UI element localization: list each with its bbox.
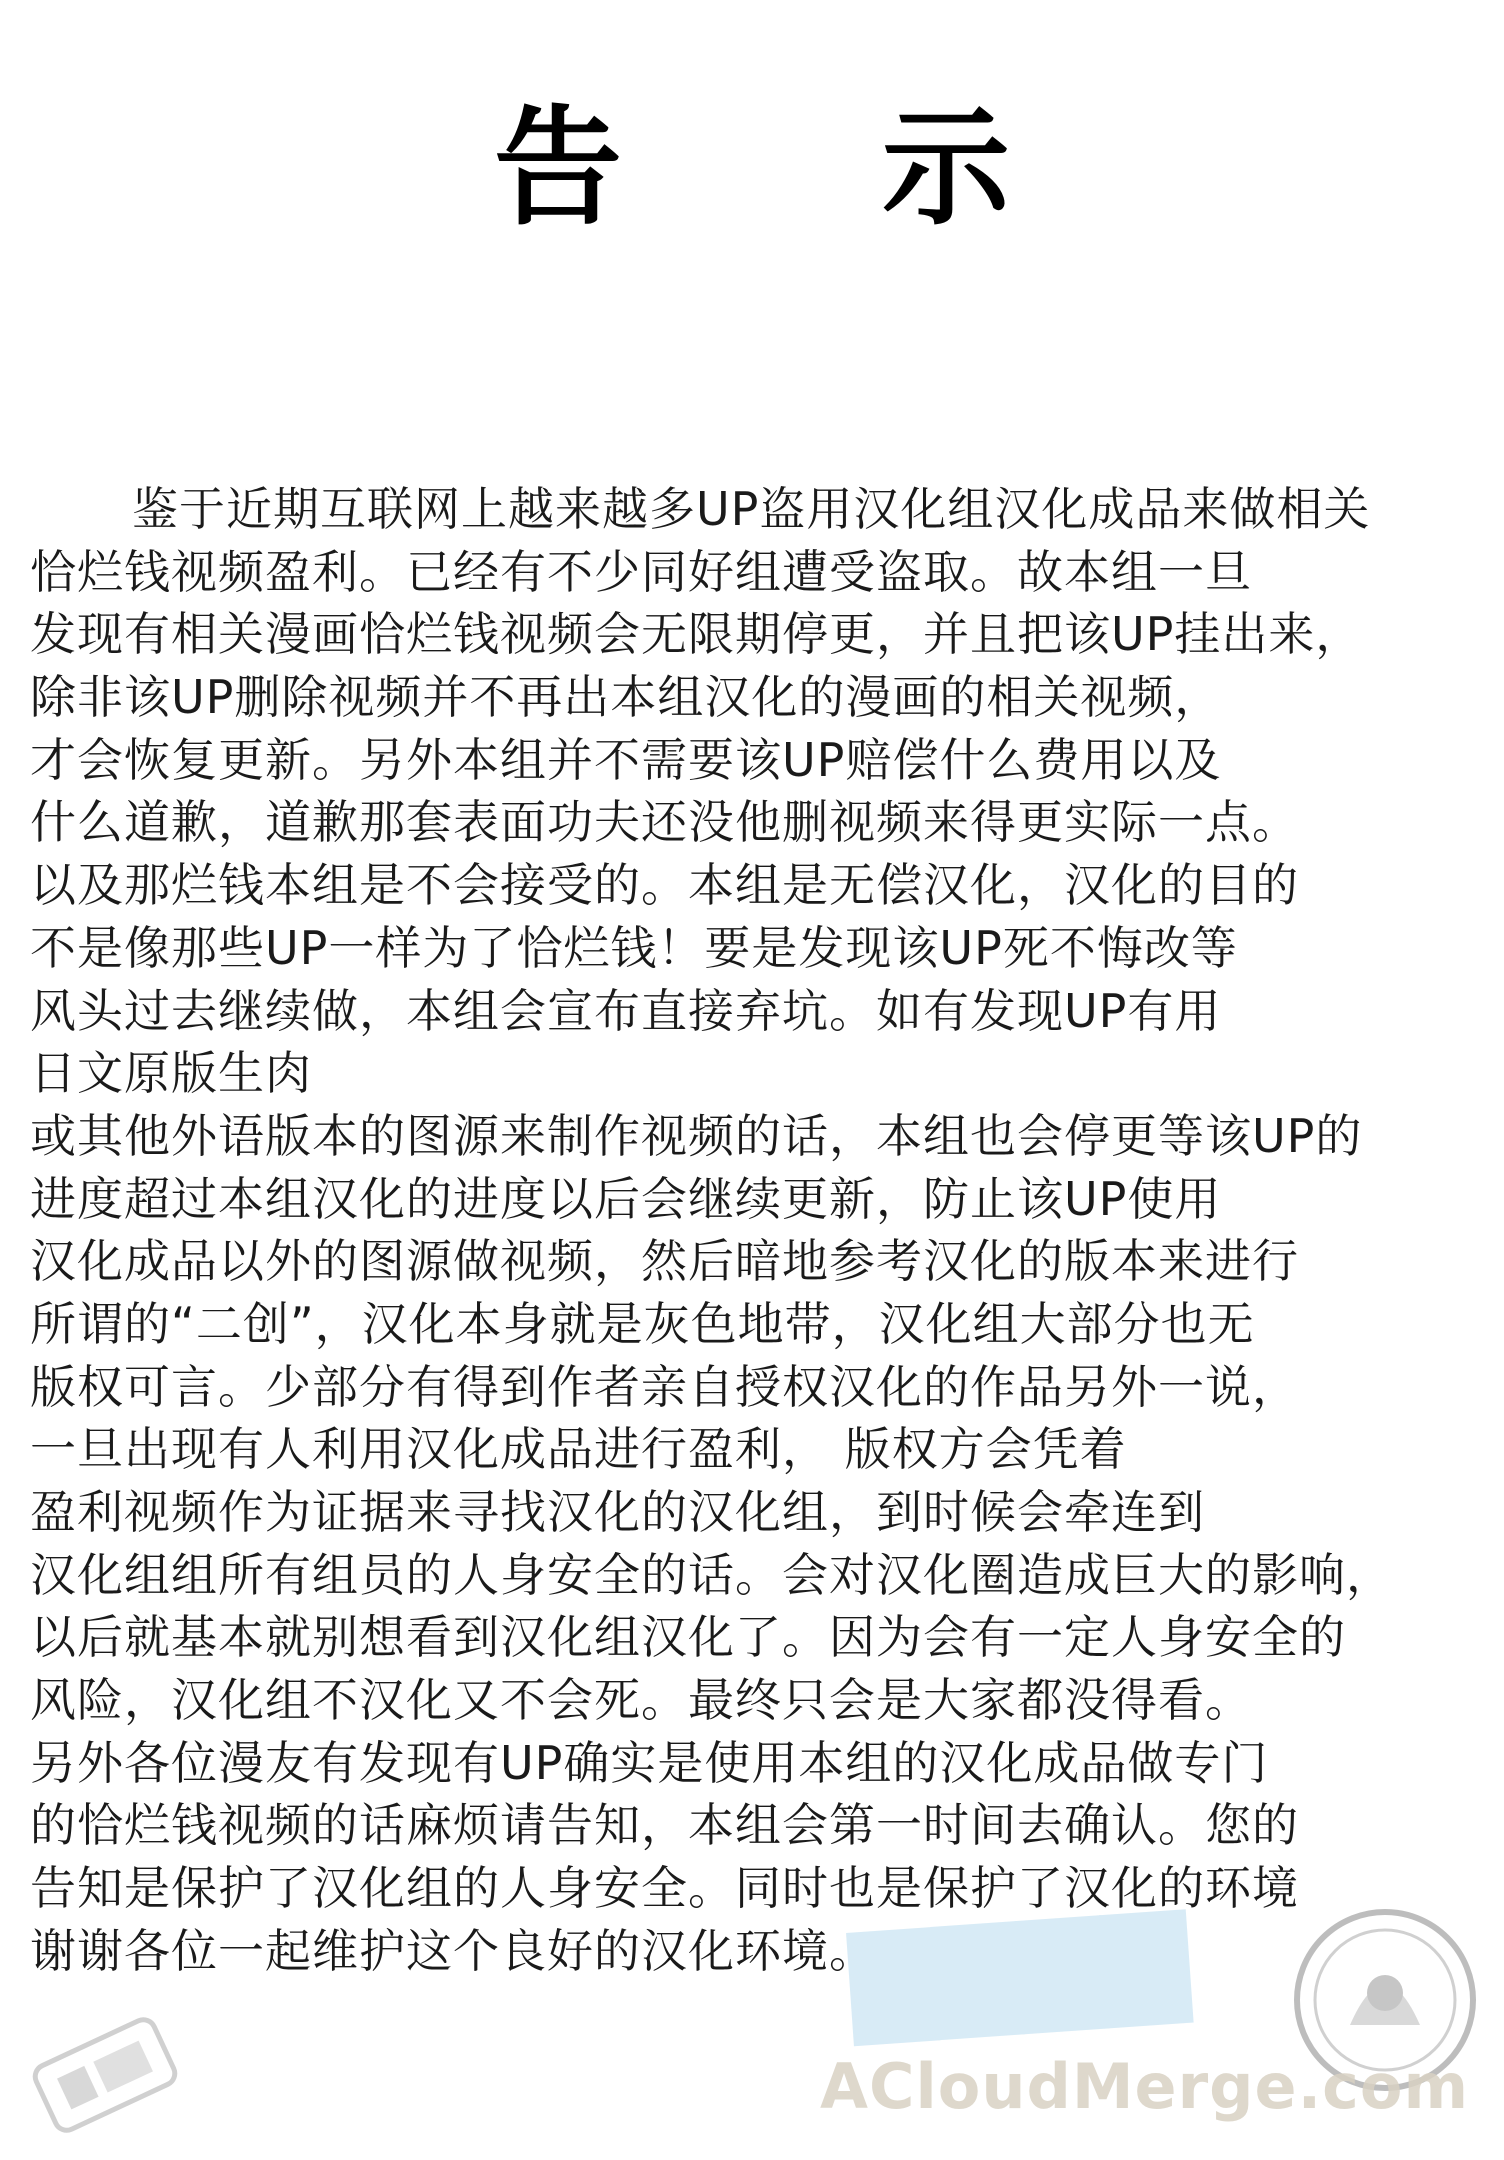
notice-body	[30, 478, 1490, 1983]
body-line: 汉化成品以外的图源做视频，然后暗地参考汉化的版本来进行	[30, 1234, 1299, 1289]
body-line: 恰烂钱视频盈利。已经有不少同好组遭受盗取。故本组一旦	[30, 544, 1252, 599]
brand-watermark-logo: ▇▇▇▇	[845, 1893, 1193, 2045]
body-line: 鉴于近期互联网上越来越多UP盗用汉化组汉化成品来做相关	[132, 482, 1371, 536]
body-line: 才会恢复更新。另外本组并不需要该UP赔偿什么费用以及	[30, 732, 1222, 787]
body-line: 所谓的“二创”，汉化本身就是灰色地带，汉化组大部分也无	[30, 1296, 1255, 1351]
title-char-2: 示	[882, 94, 1011, 243]
body-line: 盈利视频作为证据来寻找汉化的汉化组，到时候会牵连到	[30, 1485, 1205, 1539]
body-line: 以后就基本就别想看到汉化组汉化了。因为会有一定人身安全的	[30, 1610, 1346, 1665]
body-line: 发现有相关漫画恰烂钱视频会无限期停更，并且把该UP挂出来，	[30, 607, 1363, 662]
body-line: 以及那烂钱本组是不会接受的。本组是无偿汉化，汉化的目的	[30, 858, 1299, 913]
body-line: 另外各位漫友有发现有UP确实是使用本组的汉化成品做专门	[30, 1735, 1269, 1790]
body-line: 风险，汉化组不汉化又不会死。最终只会是大家都没得看。	[30, 1673, 1252, 1728]
body-line: 什么道歉，道歉那套表面功夫还没他删视频来得更实际一点。	[30, 795, 1299, 850]
body-line: 风头过去继续做，本组会宣布直接弃坑。如有发现UP有用	[30, 983, 1222, 1038]
body-line: 一旦出现有人利用汉化成品进行盈利， 版权方会凭着	[30, 1422, 1127, 1477]
body-line: 的恰烂钱视频的话麻烦请告知，本组会第一时间去确认。您的	[30, 1798, 1299, 1853]
body-line: 进度超过本组汉化的进度以后会继续更新，防止该UP使用	[30, 1171, 1222, 1226]
body-line: 或其他外语版本的图源来制作视频的话，本组也会停更等该UP的	[30, 1108, 1363, 1163]
body-line: 日文原版生肉	[30, 1046, 312, 1101]
body-line: 告知是保护了汉化组的人身安全。同时也是保护了汉化的环境	[30, 1861, 1299, 1916]
body-line: 谢谢各位一起维护这个良好的汉化环境。	[30, 1923, 876, 1978]
notice-title	[0, 94, 1504, 243]
body-line: 除非该UP删除视频并不再出本组汉化的漫画的相关视频，	[30, 670, 1222, 725]
body-line: 汉化组组所有组员的人身安全的话。会对汉化圈造成巨大的影响，	[30, 1547, 1393, 1602]
body-line: 版权可言。少部分有得到作者亲自授权汉化的作品另外一说，	[30, 1359, 1299, 1414]
title-char-1: 告	[493, 94, 622, 243]
body-line: 不是像那些UP一样为了恰烂钱！要是发现该UP死不悔改等	[30, 920, 1238, 975]
left-stamp-watermark-icon	[14, 1993, 196, 2156]
site-watermark: ACloudMerge.com	[820, 2050, 1470, 2123]
